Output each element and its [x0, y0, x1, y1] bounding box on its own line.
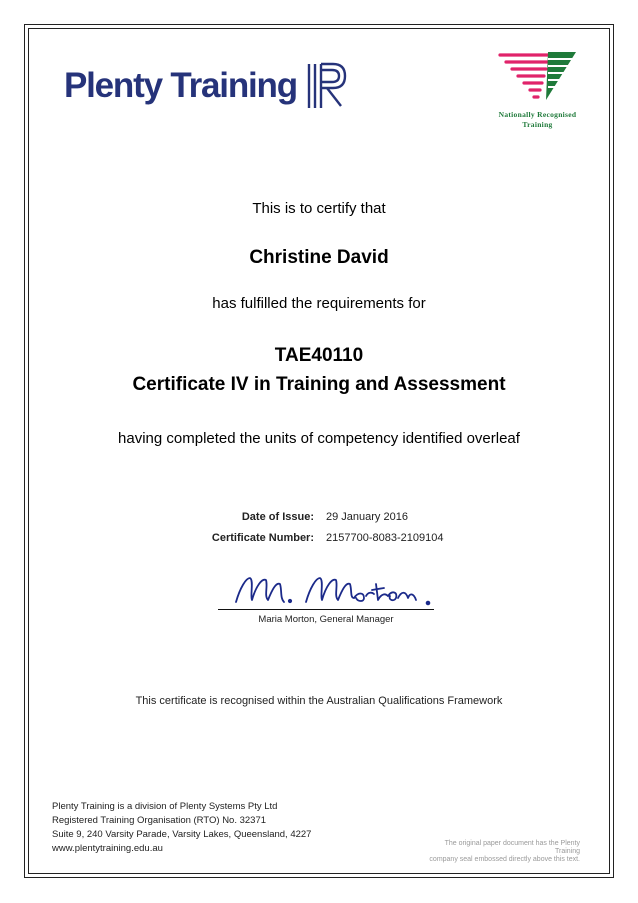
- certify-text: This is to certify that: [252, 200, 386, 217]
- issue-details: [164, 506, 443, 548]
- certificate-number-label: Certificate Number:: [211, 531, 314, 544]
- nrt-triangle-icon: [498, 50, 578, 106]
- fulfilled-text: has fulfilled the requirements for: [212, 295, 426, 312]
- date-of-issue-value: 29 January 2016: [326, 510, 408, 523]
- certificate-number-value: 2157700-8083-2109104: [326, 531, 444, 544]
- signature-line: [218, 609, 434, 610]
- footer-line-company: Plenty Training is a division of Plenty Systems Pty Ltd: [52, 801, 278, 812]
- footer-details: [52, 800, 311, 856]
- nrt-text: [490, 110, 585, 130]
- qualification-code: TAE40110: [274, 345, 364, 366]
- plenty-training-logo: [64, 56, 349, 116]
- plenty-training-logomark-icon: [305, 60, 349, 112]
- date-of-issue-label: Date of Issue:: [241, 510, 314, 523]
- units-text: having completed the units of competency identified overleaf: [118, 430, 520, 447]
- seal-note-line2: company seal embossed directly above this text.: [429, 856, 580, 863]
- footer-line-address: Suite 9, 240 Varsity Parade, Varsity Lakes, Queensland, 4227: [52, 829, 312, 840]
- logo-text: Plenty Training: [64, 66, 297, 105]
- certificate-inner-border: [28, 28, 610, 874]
- aqf-recognition-text: This certificate is recognised within the Australian Qualifications Framework: [135, 695, 503, 707]
- manager-signature: [228, 568, 448, 612]
- seal-note: [420, 840, 580, 864]
- seal-note-line1: The original paper document has the Plenty Training: [444, 840, 580, 855]
- nationally-recognised-training-logo: [490, 50, 585, 140]
- nrt-line1: Nationally Recognised: [498, 110, 577, 119]
- footer-line-website: www.plentytraining.edu.au: [52, 843, 163, 854]
- footer-line-rto: Registered Training Organisation (RTO) No. 32371: [52, 815, 267, 826]
- date-of-issue-row: [164, 506, 443, 527]
- recipient-name: Christine David: [249, 247, 389, 268]
- signature-caption: Maria Morton, General Manager: [258, 614, 394, 625]
- certificate-number-row: [164, 527, 443, 548]
- nrt-line2: Training: [522, 120, 553, 129]
- qualification-title: Certificate IV in Training and Assessment: [132, 374, 506, 395]
